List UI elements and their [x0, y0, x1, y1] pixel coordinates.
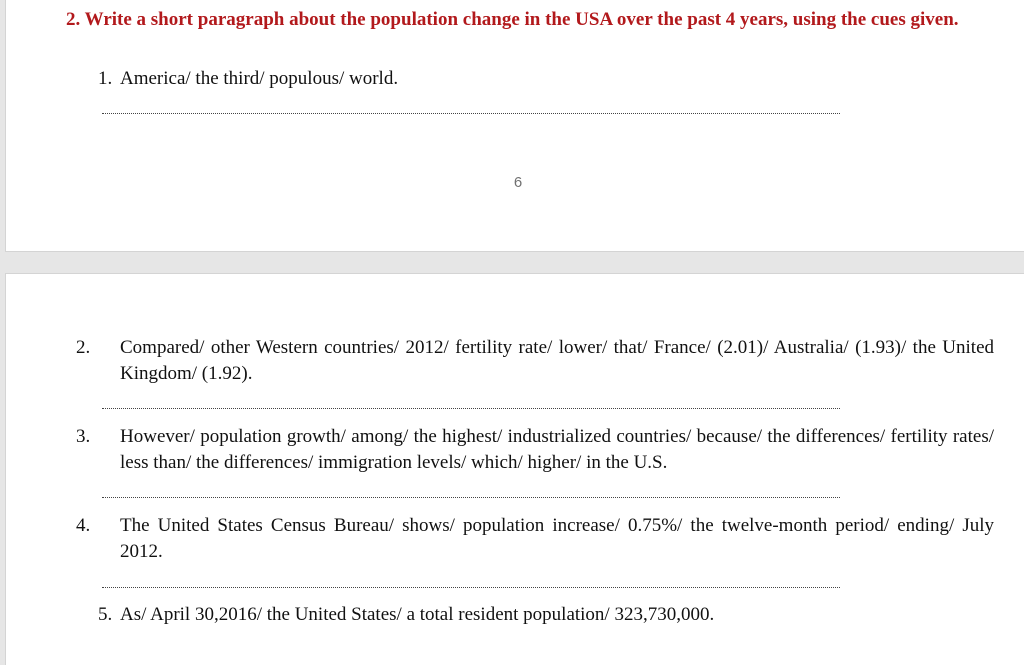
document-page	[6, 0, 1024, 251]
cue-number: 3.	[76, 426, 91, 447]
cue-text: As/ April 30,2016/ the United States/ a total resident population/ 323,730,000.	[120, 604, 715, 625]
page-number: 6	[513, 174, 523, 191]
cue-item-4	[76, 513, 994, 565]
exercise-heading: 2. Write a short paragraph about the population change in the USA over the past 4 years, using the cues given.	[66, 9, 959, 30]
cue-number: 2.	[76, 337, 91, 358]
cue-item-2	[76, 335, 994, 387]
answer-line-3[interactable]	[102, 497, 840, 498]
cue-item-3	[76, 424, 994, 476]
answer-line-4[interactable]	[102, 587, 840, 588]
cue-number: 1.	[98, 68, 113, 89]
answer-line-1[interactable]	[102, 113, 840, 114]
cue-text: America/ the third/ populous/ world.	[120, 68, 399, 89]
answer-line-2[interactable]	[102, 408, 840, 409]
document-page	[6, 274, 1024, 665]
cue-text: The United States Census Bureau/ shows/ population increase/ 0.75%/ the twelve-month period/ ending/ July 2012.	[120, 515, 994, 562]
cue-text: Compared/ other Western countries/ 2012/ fertility rate/ lower/ that/ France/ (2.01)/ Australia/ (1.93)/ the United Kingdom/ (1.92).	[120, 337, 994, 384]
cue-number: 5.	[98, 604, 113, 625]
cue-number: 4.	[76, 515, 91, 536]
cue-item-5	[98, 602, 714, 628]
cue-text: However/ population growth/ among/ the highest/ industrialized countries/ because/ the differences/ fertility rates/ less than/ the differences/ immigration levels/ which/ higher/ in the U.S.	[120, 426, 994, 473]
cue-item-1	[98, 66, 398, 92]
